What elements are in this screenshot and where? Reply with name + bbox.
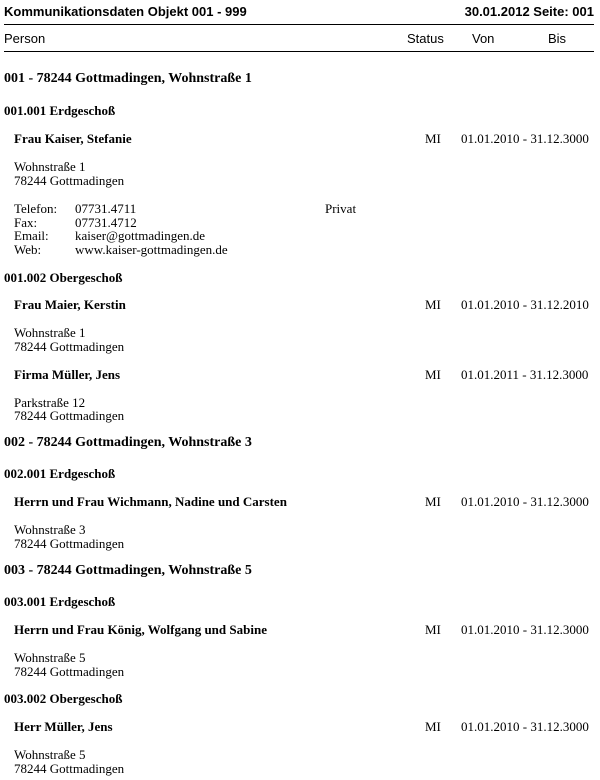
person-city: 78244 Gottmadingen [14,761,125,776]
fax-label: Fax: [14,215,38,230]
person-status: MI [425,494,441,509]
person-street: Wohnstraße 5 [14,747,86,762]
column-von: Von [472,31,495,46]
unit-heading: 001.001 Erdgeschoß [4,103,116,118]
person-street: Wohnstraße 3 [14,522,86,537]
header-rule-top [4,24,594,25]
person-status: MI [425,297,441,312]
report-title: Kommunikationsdaten Objekt 001 - 999 [4,4,247,19]
phone-type: Privat [325,201,357,216]
person-city: 78244 Gottmadingen [14,408,125,423]
object-heading: 001 - 78244 Gottmadingen, Wohnstraße 1 [4,71,252,86]
person-period: 01.01.2010 - 31.12.3000 [461,494,589,509]
web-value: www.kaiser-gottmadingen.de [75,242,228,257]
person-name: Herrn und Frau Wichmann, Nadine und Carsten [14,494,287,509]
person-street: Wohnstraße 1 [14,159,86,174]
person-street: Wohnstraße 5 [14,650,86,665]
person-name: Herrn und Frau König, Wolfgang und Sabine [14,622,267,637]
person-period: 01.01.2010 - 31.12.3000 [461,131,589,146]
email-value: kaiser@gottmadingen.de [75,228,206,243]
person-period: 01.01.2010 - 31.12.2010 [461,297,589,312]
person-name: Firma Müller, Jens [14,367,121,382]
person-city: 78244 Gottmadingen [14,339,125,354]
fax-value: 07731.4712 [75,215,137,230]
header-rule-bottom [4,51,594,52]
unit-heading: 001.002 Obergeschoß [4,270,123,285]
unit-heading: 003.001 Erdgeschoß [4,594,116,609]
column-bis: Bis [548,31,567,46]
person-status: MI [425,367,441,382]
person-name: Herr Müller, Jens [14,719,113,734]
column-status: Status [407,31,444,46]
person-status: MI [425,719,441,734]
person-period: 01.01.2010 - 31.12.3000 [461,719,589,734]
person-name: Frau Maier, Kerstin [14,297,126,312]
person-status: MI [425,131,441,146]
person-city: 78244 Gottmadingen [14,664,125,679]
web-label: Web: [14,242,42,257]
person-street: Wohnstraße 1 [14,325,86,340]
unit-heading: 002.001 Erdgeschoß [4,466,116,481]
object-heading: 002 - 78244 Gottmadingen, Wohnstraße 3 [4,435,252,450]
person-period: 01.01.2010 - 31.12.3000 [461,622,589,637]
person-name: Frau Kaiser, Stefanie [14,131,132,146]
object-heading: 003 - 78244 Gottmadingen, Wohnstraße 5 [4,563,252,578]
person-status: MI [425,622,441,637]
person-city: 78244 Gottmadingen [14,173,125,188]
phone-label: Telefon: [14,201,58,216]
person-city: 78244 Gottmadingen [14,536,125,551]
person-street: Parkstraße 12 [14,395,86,410]
unit-heading: 003.002 Obergeschoß [4,691,123,706]
email-label: Email: [14,228,49,243]
person-period: 01.01.2011 - 31.12.3000 [461,367,589,382]
report-date-page: 30.01.2012 Seite: 001 [464,4,594,19]
phone-value: 07731.4711 [75,201,137,216]
column-person: Person [4,31,46,46]
